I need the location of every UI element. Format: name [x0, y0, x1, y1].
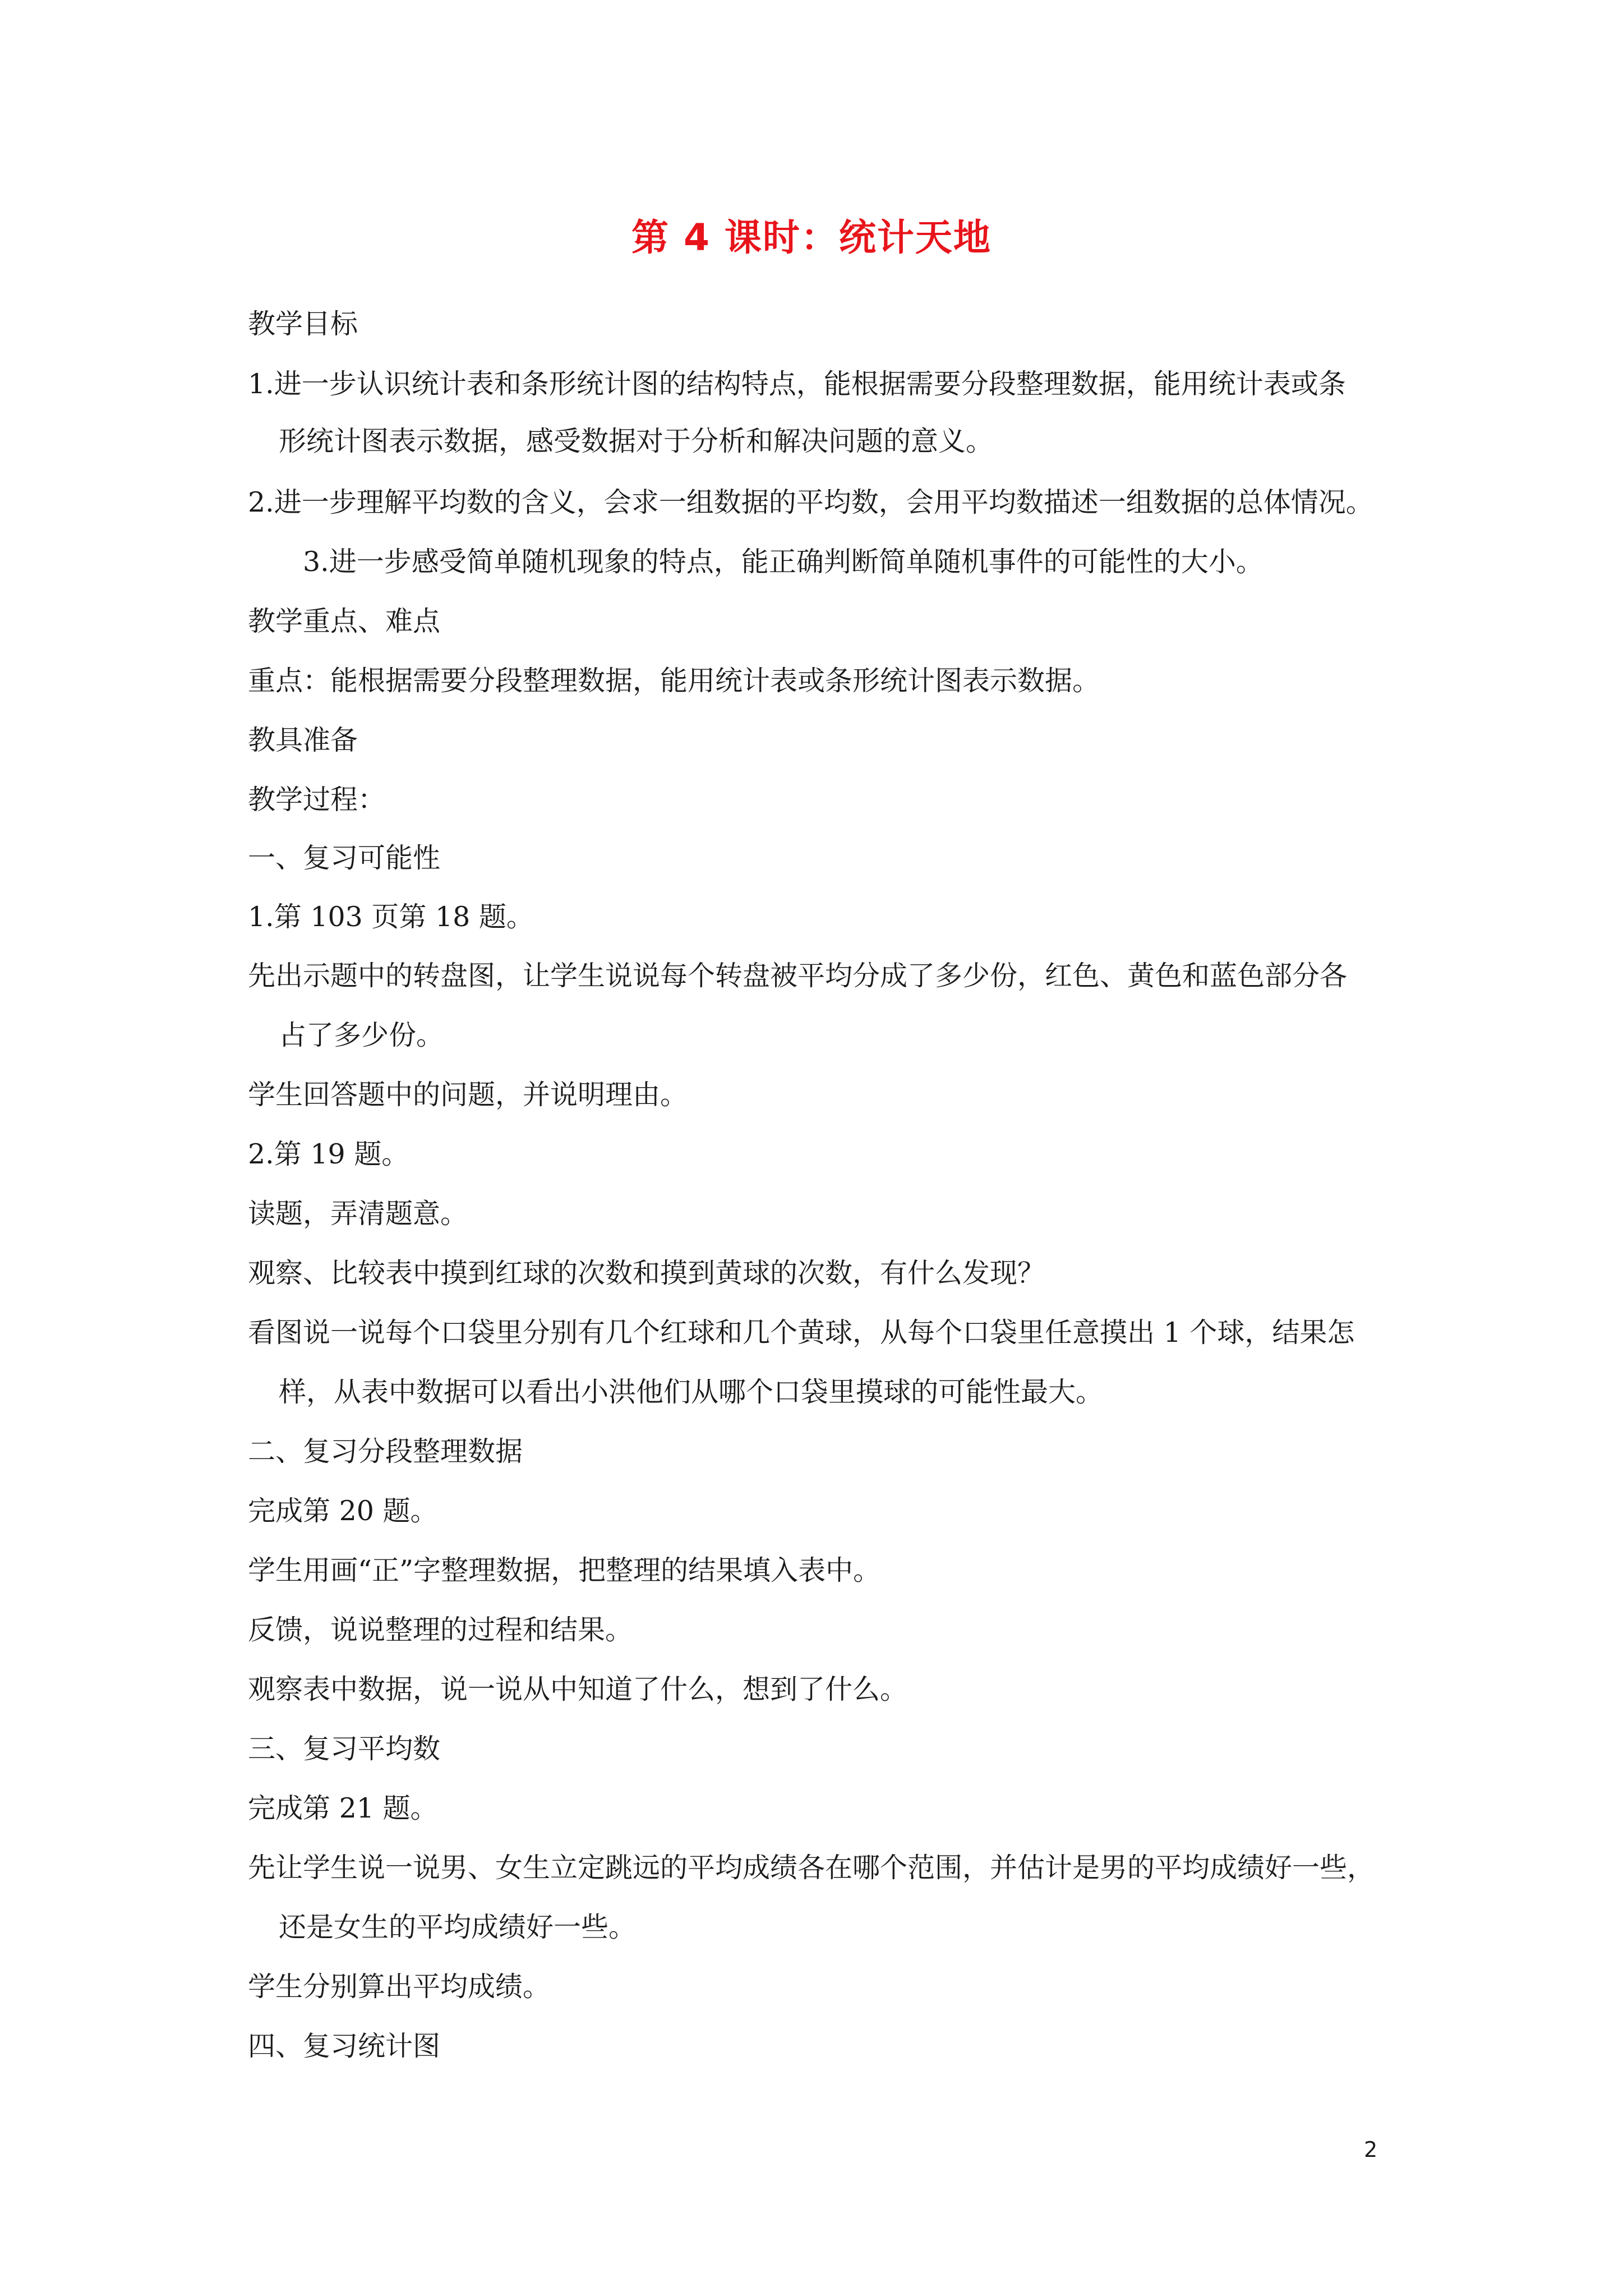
section-heading: 教学重点、难点 — [248, 605, 441, 637]
paragraph-line: 完成第 20 题。 — [248, 1495, 438, 1527]
paragraph-line: 先让学生说一说男、女生立定跳远的平均成绩各在哪个范围，并估计是男的平均成绩好一些， — [248, 1852, 1375, 1884]
paragraph-line: 形统计图表示数据，感受数据对于分析和解决问题的意义。 — [279, 425, 994, 457]
paragraph-line: 还是女生的平均成绩好一些。 — [279, 1911, 637, 1943]
paragraph-line: 3.进一步感受简单随机现象的特点，能正确判断简单随机事件的可能性的大小。 — [303, 546, 1264, 578]
paragraph-line: 看图说一说每个口袋里分别有几个红球和几个黄球，从每个口袋里任意摸出 1 个球，结果怎 — [248, 1317, 1355, 1349]
paragraph-line: 重点：能根据需要分段整理数据，能用统计表或条形统计图表示数据。 — [248, 665, 1100, 697]
paragraph-line: 学生分别算出平均成绩。 — [248, 1971, 551, 2003]
paragraph-line: 观察表中数据，说一说从中知道了什么，想到了什么。 — [248, 1673, 908, 1705]
paragraph-line: 1.第 103 页第 18 题。 — [248, 901, 534, 933]
paragraph-line: 样，从表中数据可以看出小洪他们从哪个口袋里摸球的可能性最大。 — [279, 1376, 1104, 1408]
section-heading: 二、复习分段整理数据 — [248, 1435, 523, 1467]
section-heading: 教具准备 — [248, 724, 358, 756]
section-heading: 三、复习平均数 — [248, 1733, 441, 1765]
paragraph-line: 观察、比较表中摸到红球的次数和摸到黄球的次数，有什么发现？ — [248, 1257, 1045, 1289]
section-heading: 教学过程： — [248, 784, 386, 816]
section-heading: 教学目标 — [248, 308, 358, 340]
page-title: 第 4 课时：统计天地 — [631, 216, 992, 259]
paragraph-line: 2.进一步理解平均数的含义，会求一组数据的平均数，会用平均数描述一组数据的总体情况。 — [248, 486, 1373, 518]
paragraph-line: 学生回答题中的问题，并说明理由。 — [248, 1079, 688, 1111]
paragraph-line: 完成第 21 题。 — [248, 1792, 438, 1824]
paragraph-line: 1.进一步认识统计表和条形统计图的结构特点，能根据需要分段整理数据，能用统计表或条 — [248, 368, 1346, 400]
paragraph-line: 读题，弄清题意。 — [248, 1198, 468, 1230]
paragraph-line: 学生用画“正”字整理数据，把整理的结果填入表中。 — [248, 1554, 881, 1586]
paragraph-line: 2.第 19 题。 — [248, 1138, 409, 1170]
paragraph-line: 先出示题中的转盘图，让学生说说每个转盘被平均分成了多少份，红色、黄色和蓝色部分各 — [248, 960, 1348, 992]
page-number: 2 — [1364, 2137, 1378, 2162]
section-heading: 四、复习统计图 — [248, 2030, 441, 2062]
paragraph-line: 占了多少份。 — [279, 1019, 444, 1051]
paragraph-line: 反馈，说说整理的过程和结果。 — [248, 1614, 633, 1646]
section-heading: 一、复习可能性 — [248, 842, 441, 874]
